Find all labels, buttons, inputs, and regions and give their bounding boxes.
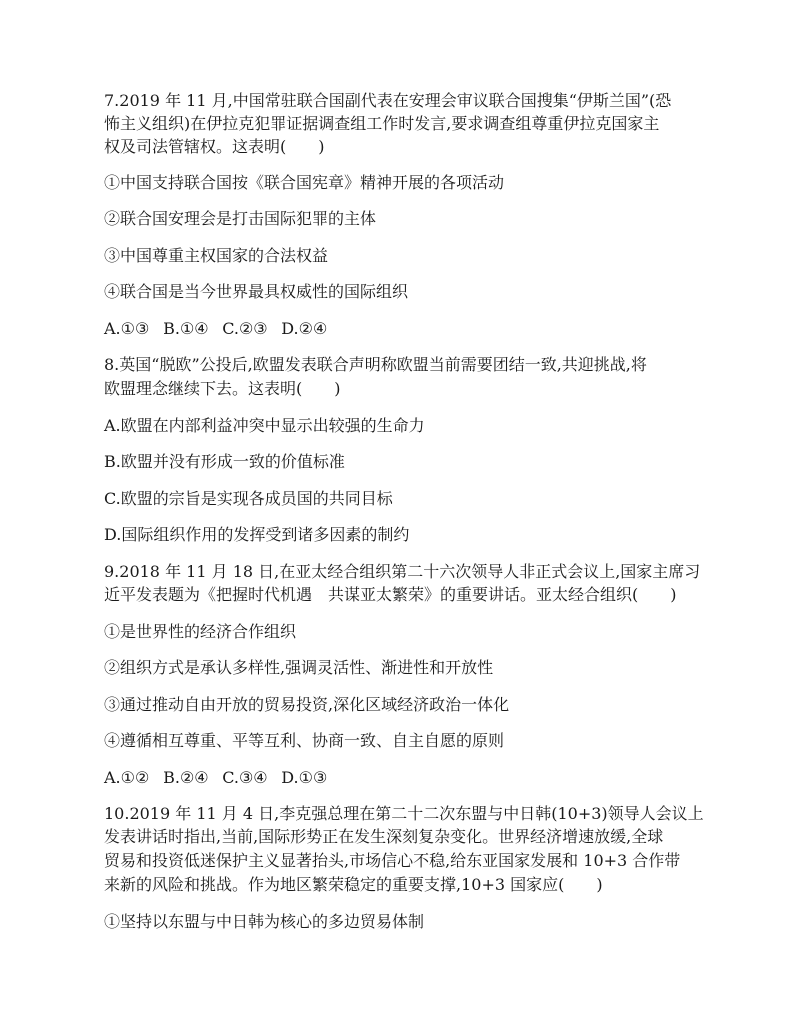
q9-stem-line-2: 近平发表题为《把握时代机遇 共谋亚太繁荣》的重要讲话。亚太经合组织( ) [104, 585, 677, 604]
q8-stem-line-2: 欧盟理念继续下去。这表明( ) [104, 379, 341, 398]
q9-option-c: C.③④ [222, 768, 268, 787]
q8-statement-b: B.欧盟并没有形成一致的价值标准 [104, 452, 345, 471]
q10-stem-line-3: 贸易和投资低迷保护主义显著抬头,市场信心不稳,给东亚国家发展和 10+3 合作带 [104, 851, 681, 870]
q7-stem-line-2: 怖主义组织)在伊拉克犯罪证据调查组工作时发言,要求调查组尊重伊拉克国家主 [104, 114, 660, 133]
q9-stem-line-1: 9.2018 年 11 月 18 日,在亚太经合组织第二十六次领导人非正式会议上,国家主席习 [104, 562, 701, 581]
q9-statement-4: ④遵循相互尊重、平等互利、协商一致、自主自愿的原则 [104, 731, 505, 750]
q9-option-a: A.①② [104, 768, 150, 787]
q7-option-a: A.①③ [104, 319, 150, 338]
q7-stem-line-1: 7.2019 年 11 月,中国常驻联合国副代表在安理会审议联合国搜集“伊斯兰国”(恐 [104, 91, 672, 110]
q10-stem-line-4: 来新的风险和挑战。作为地区繁荣稳定的重要支撑,10+3 国家应( ) [104, 875, 603, 894]
q8-statement-c: C.欧盟的宗旨是实现各成员国的共同目标 [104, 489, 393, 508]
q7-statement-1: ①中国支持联合国按《联合国宪章》精神开展的各项活动 [104, 173, 505, 192]
q7-options [104, 319, 335, 339]
q9-statement-3: ③通过推动自由开放的贸易投资,深化区域经济政治一体化 [104, 695, 510, 714]
q8-stem-line-1: 8.英国“脱欧”公投后,欧盟发表联合声明称欧盟当前需要团结一致,共迎挑战,将 [104, 355, 647, 374]
q10-statement-1: ①坚持以东盟与中日韩为核心的多边贸易体制 [104, 912, 425, 931]
q8-statement-d: D.国际组织作用的发挥受到诸多因素的制约 [104, 525, 410, 544]
q9-option-d: D.①③ [281, 768, 328, 787]
q7-stem-line-3: 权及司法管辖权。这表明( ) [104, 137, 325, 156]
q9-statement-2: ②组织方式是承认多样性,强调灵活性、渐进性和开放性 [104, 658, 494, 677]
q9-options [104, 768, 335, 788]
q7-statement-3: ③中国尊重主权国家的合法权益 [104, 246, 329, 265]
q8-statement-a: A.欧盟在内部利益冲突中显示出较强的生命力 [104, 416, 425, 435]
q10-stem-line-2: 发表讲话时指出,当前,国际形势正在发生深刻复杂变化。世界经济增速放缓,全球 [104, 827, 664, 846]
q9-option-b: B.②④ [163, 768, 209, 787]
q9-statement-1: ①是世界性的经济合作组织 [104, 622, 297, 641]
q10-stem-line-1: 10.2019 年 11 月 4 日,李克强总理在第二十二次东盟与中日韩(10+3)领导人会议上 [104, 804, 704, 823]
q7-statement-4: ④联合国是当今世界最具权威性的国际组织 [104, 282, 409, 301]
q7-option-d: D.②④ [281, 319, 328, 338]
q7-option-b: B.①④ [163, 319, 209, 338]
q7-statement-2: ②联合国安理会是打击国际犯罪的主体 [104, 209, 377, 228]
q7-option-c: C.②③ [222, 319, 268, 338]
